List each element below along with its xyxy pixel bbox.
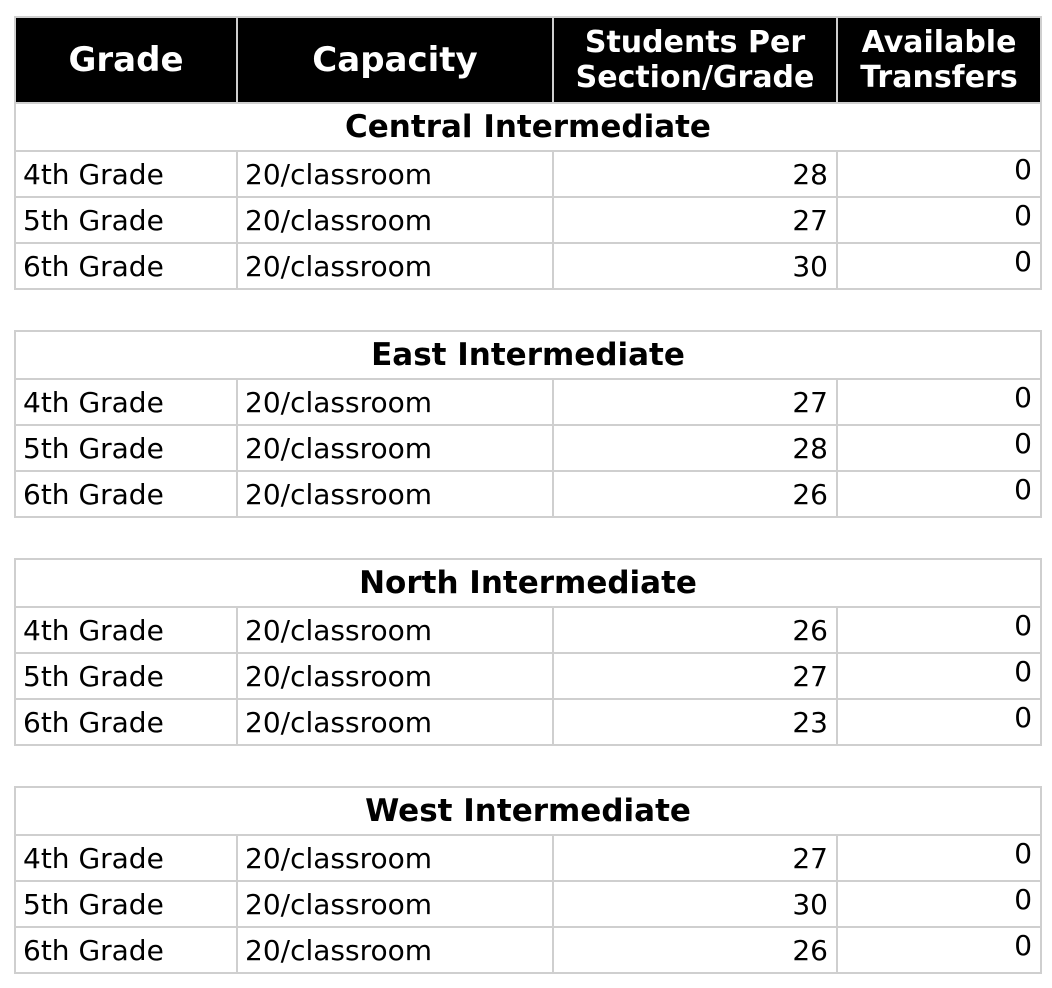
header-available-transfers: [837, 17, 1041, 103]
school-name: North Intermediate: [15, 559, 1041, 607]
capacity-cell: 20/classroom: [237, 243, 553, 289]
transfers-cell: 0: [837, 151, 1041, 197]
students-cell: 23: [553, 699, 837, 745]
table-row: [15, 425, 1041, 471]
capacity-cell: 20/classroom: [237, 881, 553, 927]
grade-cell: 6th Grade: [15, 699, 237, 745]
header-grade: Grade: [15, 17, 237, 103]
capacity-cell: 20/classroom: [237, 151, 553, 197]
grade-cell: 4th Grade: [15, 379, 237, 425]
students-cell: 26: [553, 471, 837, 517]
capacity-cell: 20/classroom: [237, 425, 553, 471]
grade-cell: 6th Grade: [15, 927, 237, 973]
students-cell: 26: [553, 607, 837, 653]
header-students-per-section: [553, 17, 837, 103]
table-row: [15, 379, 1041, 425]
students-cell: 30: [553, 243, 837, 289]
students-cell: 27: [553, 379, 837, 425]
transfers-cell: 0: [837, 471, 1041, 517]
table-header: [15, 17, 1041, 103]
capacity-cell: 20/classroom: [237, 197, 553, 243]
table-row: [15, 881, 1041, 927]
capacity-cell: 20/classroom: [237, 927, 553, 973]
table-row: [15, 699, 1041, 745]
table-row: [15, 835, 1041, 881]
students-cell: 28: [553, 425, 837, 471]
transfers-cell: 0: [837, 197, 1041, 243]
table-row: [15, 927, 1041, 973]
school-row: [15, 787, 1041, 835]
school-name: West Intermediate: [15, 787, 1041, 835]
grade-cell: 4th Grade: [15, 835, 237, 881]
students-cell: 27: [553, 653, 837, 699]
grade-cell: 5th Grade: [15, 425, 237, 471]
header-transfers-line2: Transfers: [860, 60, 1018, 95]
grade-cell: 5th Grade: [15, 881, 237, 927]
capacity-cell: 20/classroom: [237, 607, 553, 653]
table-row: [15, 471, 1041, 517]
header-students-line1: Students Per: [584, 25, 806, 60]
transfers-cell: 0: [837, 881, 1041, 927]
north-intermediate-table: [14, 558, 1042, 746]
transfers-cell: 0: [837, 379, 1041, 425]
school-name: East Intermediate: [15, 331, 1041, 379]
grade-cell: 5th Grade: [15, 197, 237, 243]
capacity-cell: 20/classroom: [237, 835, 553, 881]
central-intermediate-table: [14, 16, 1042, 290]
grade-cell: 6th Grade: [15, 471, 237, 517]
students-cell: 27: [553, 197, 837, 243]
transfers-cell: 0: [837, 699, 1041, 745]
capacity-cell: 20/classroom: [237, 653, 553, 699]
capacity-cell: 20/classroom: [237, 699, 553, 745]
students-cell: 28: [553, 151, 837, 197]
transfers-cell: 0: [837, 607, 1041, 653]
grade-cell: 4th Grade: [15, 151, 237, 197]
transfers-cell: 0: [837, 927, 1041, 973]
table-row: [15, 653, 1041, 699]
table-row: [15, 607, 1041, 653]
header-transfers-line1: Available: [861, 25, 1017, 60]
students-cell: 30: [553, 881, 837, 927]
students-cell: 26: [553, 927, 837, 973]
east-intermediate-table: [14, 330, 1042, 518]
grade-cell: 5th Grade: [15, 653, 237, 699]
transfers-cell: 0: [837, 835, 1041, 881]
header-row: [15, 17, 1041, 103]
header-capacity: Capacity: [237, 17, 553, 103]
capacity-cell: 20/classroom: [237, 379, 553, 425]
grade-cell: 6th Grade: [15, 243, 237, 289]
grade-cell: 4th Grade: [15, 607, 237, 653]
transfers-cell: 0: [837, 653, 1041, 699]
school-row: [15, 331, 1041, 379]
header-students-line2: Section/Grade: [575, 60, 815, 95]
table-row: [15, 151, 1041, 197]
west-intermediate-table: [14, 786, 1042, 974]
school-row: [15, 103, 1041, 151]
school-row: [15, 559, 1041, 607]
capacity-cell: 20/classroom: [237, 471, 553, 517]
table-row: [15, 197, 1041, 243]
school-name: Central Intermediate: [15, 103, 1041, 151]
transfers-cell: 0: [837, 425, 1041, 471]
table-row: [15, 243, 1041, 289]
transfers-cell: 0: [837, 243, 1041, 289]
students-cell: 27: [553, 835, 837, 881]
